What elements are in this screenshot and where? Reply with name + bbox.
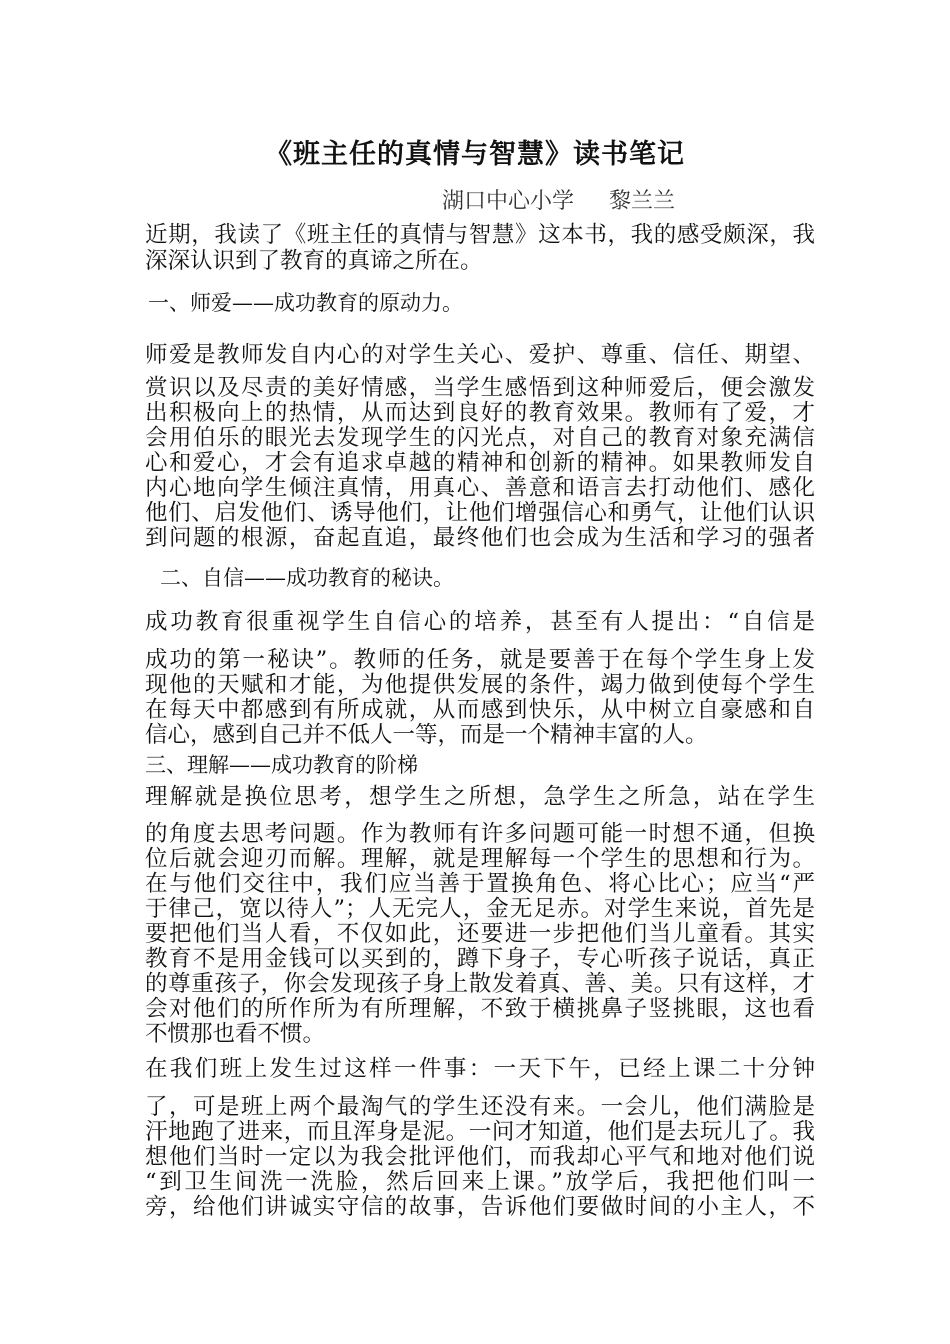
paragraph-line: 于律己，宽以待人”；人无完人，金无足赤。对学生来说，首先是 [145, 896, 815, 922]
paragraph-line: 教育不是用金钱可以买到的，蹲下身子，专心听孩子说话，真正 [145, 946, 815, 972]
paragraph-line: “到卫生间洗一洗脸，然后回来上课。”放学后，我把他们叫一 [145, 1169, 815, 1195]
paragraph-line: 在我们班上发生过这样一件事：一天下午，已经上课二十分钟 [145, 1056, 815, 1082]
paragraph-line: 师爱是教师发自内心的对学生关心、爱护、尊重、信任、期望、 [145, 342, 815, 368]
paragraph-line: 旁，给他们讲诚实守信的故事，告诉他们要做时间的小主人，不 [145, 1194, 815, 1220]
paragraph-line: 想他们当时一定以为我会批评他们，而我却心平气和地对他们说 [145, 1144, 815, 1170]
paragraph-line: 赏识以及尽责的美好情感，当学生感悟到这种师爱后，便会激发 [145, 375, 815, 401]
paragraph-line: 要把他们当人看，不仅如此，还要进一步把他们当儿童看。其实 [145, 921, 815, 947]
paragraph-line: 会用伯乐的眼光去发现学生的闪光点，对自己的教育对象充满信 [145, 425, 815, 451]
paragraph-line: 现他的天赋和才能，为他提供发展的条件，竭力做到使每个学生 [145, 672, 815, 698]
author-line: 湖口中心小学 黎兰兰 [442, 189, 675, 214]
intro-line-1: 近期，我读了《班主任的真情与智慧》这本书，我的感受颇深，我 [145, 222, 815, 248]
paragraph-line: 成功教育很重视学生自信心的培养，甚至有人提出：“自信是 [145, 609, 815, 635]
section-heading-3: 三、理解——成功教育的阶梯 [145, 753, 418, 777]
paragraph-line: 的尊重孩子，你会发现孩子身上散发着真、善、美。只有这样，才 [145, 971, 815, 997]
paragraph-line: 心和爱心，才会有追求卓越的精神和创新的精神。如果教师发自 [145, 450, 815, 476]
paragraph-line: 信心，感到自己并不低人一等，而是一个精神丰富的人。 [145, 722, 708, 748]
paragraph-line: 内心地向学生倾注真情，用真心、善意和语言去打动他们、感化 [145, 475, 815, 501]
paragraph-line: 到问题的根源，奋起直追，最终他们也会成为生活和学习的强者 [145, 525, 815, 551]
paragraph-line: 在与他们交往中，我们应当善于置换角色、将心比心；应当“严 [145, 871, 815, 897]
paragraph-line: 会对他们的所作所为有所理解，不致于横挑鼻子竖挑眼，这也看 [145, 996, 815, 1022]
section-heading-1: 一、师爱——成功教育的原动力。 [148, 291, 463, 315]
intro-line-2: 深深认识到了教育的真谛之所在。 [145, 248, 483, 274]
section-heading-2: 二、自信——成功教育的秘诀。 [160, 566, 454, 590]
paragraph-line: 理解就是换位思考，想学生之所想，急学生之所急，站在学生 [145, 784, 815, 810]
paragraph-line: 的角度去思考问题。作为教师有许多问题可能一时想不通，但换 [145, 821, 815, 847]
paragraph-line: 位后就会迎刃而解。理解，就是理解每一个学生的思想和行为。 [145, 846, 815, 872]
paragraph-line: 汗地跑了进来，而且浑身是泥。一问才知道，他们是去玩儿了。我 [145, 1119, 815, 1145]
paragraph-line: 在每天中都感到有所成就，从而感到快乐，从中树立自豪感和自 [145, 697, 815, 723]
paragraph-line: 他们、启发他们、诱导他们，让他们增强信心和勇气，让他们认识 [145, 500, 815, 526]
paragraph-line: 成功的第一秘诀”。教师的任务，就是要善于在每个学生身上发 [145, 647, 815, 673]
paragraph-line: 出积极向上的热情，从而达到良好的教育效果。教师有了爱，才 [145, 400, 815, 426]
paragraph-line: 不惯那也看不惯。 [145, 1021, 326, 1047]
paragraph-line: 了，可是班上两个最淘气的学生还没有来。一会儿，他们满脸是 [145, 1094, 815, 1120]
document-title: 《班主任的真情与智慧》读书笔记 [265, 139, 685, 170]
